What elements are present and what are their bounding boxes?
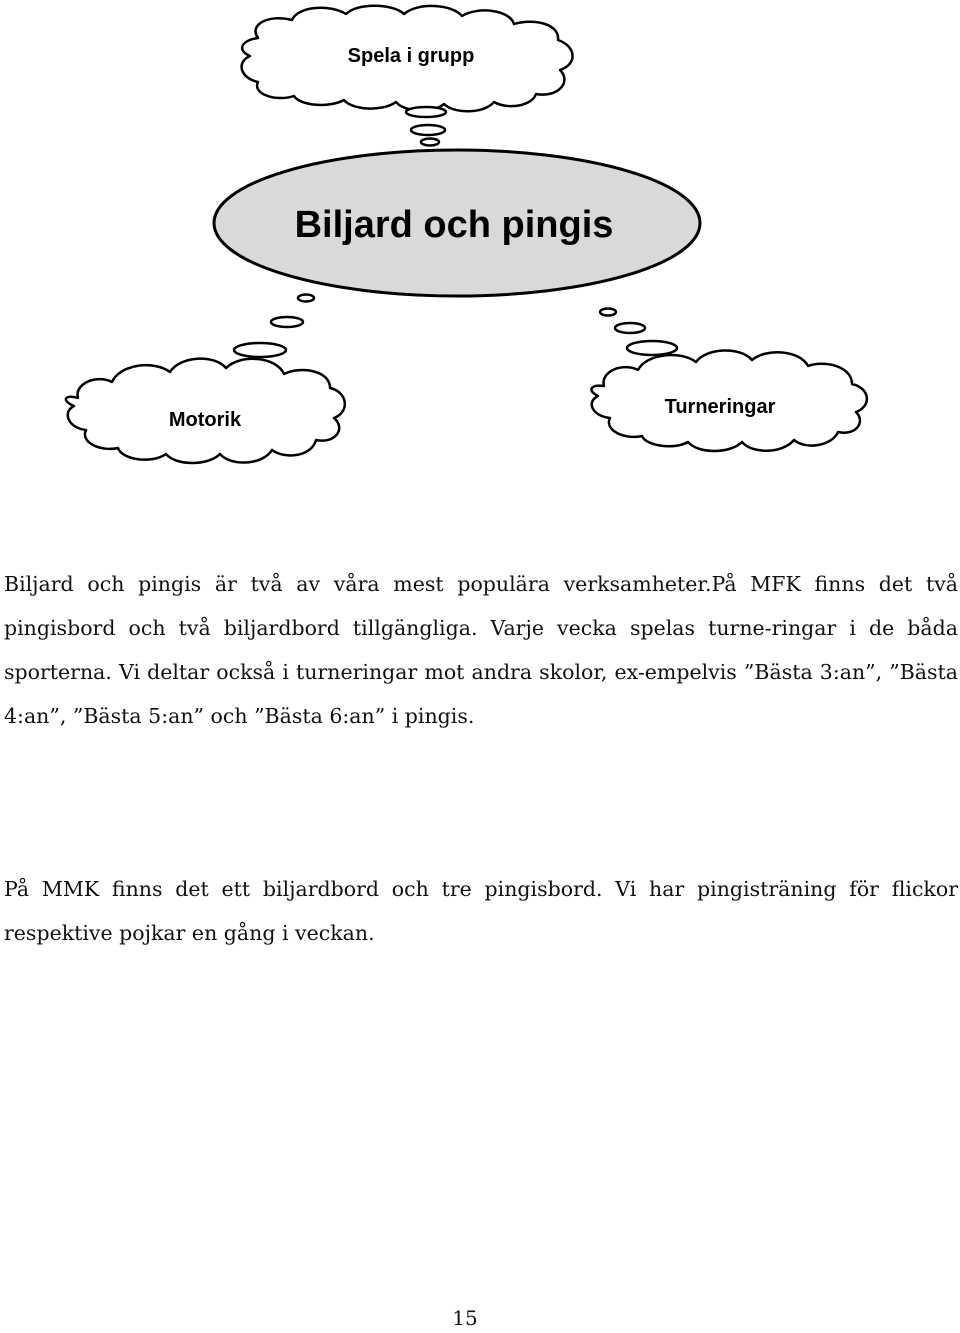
thought-bubble	[298, 295, 314, 302]
page-number: 15	[452, 1306, 478, 1330]
right-cloud-label: Turneringar	[664, 396, 776, 418]
thought-bubble	[421, 139, 439, 146]
left-cloud-label: Motorik	[168, 409, 242, 431]
main-topic-title: Biljard och pingis	[294, 204, 614, 246]
top-cloud-label: Spela i grupp	[347, 45, 475, 67]
body-paragraph-1: Biljard och pingis är två av våra mest populära verksamheter.På MFK finns det två pingisbord och två biljardbord tillgängliga. Varje vecka spelas turne-ringar i de båda sporterna. Vi deltar också i turneringar mot andra skolor, ex-empelvis ”Bästa 3:an”, ”Bästa 4:an”, ”Bästa 5:an” och ”Bästa 6:an” i pingis.	[4, 572, 958, 728]
mind-map-diagram	[0, 0, 960, 480]
thought-bubble	[406, 107, 446, 117]
thought-bubble	[234, 343, 286, 357]
body-paragraph-2: På MMK finns det ett biljardbord och tre pingisbord. Vi har pingisträning för flickor respektive pojkar en gång i veckan.	[4, 877, 958, 945]
thought-bubble	[600, 309, 616, 316]
thought-bubble	[627, 341, 677, 355]
thought-bubble	[615, 323, 645, 333]
thought-bubble	[271, 317, 303, 327]
thought-bubble	[411, 125, 445, 135]
